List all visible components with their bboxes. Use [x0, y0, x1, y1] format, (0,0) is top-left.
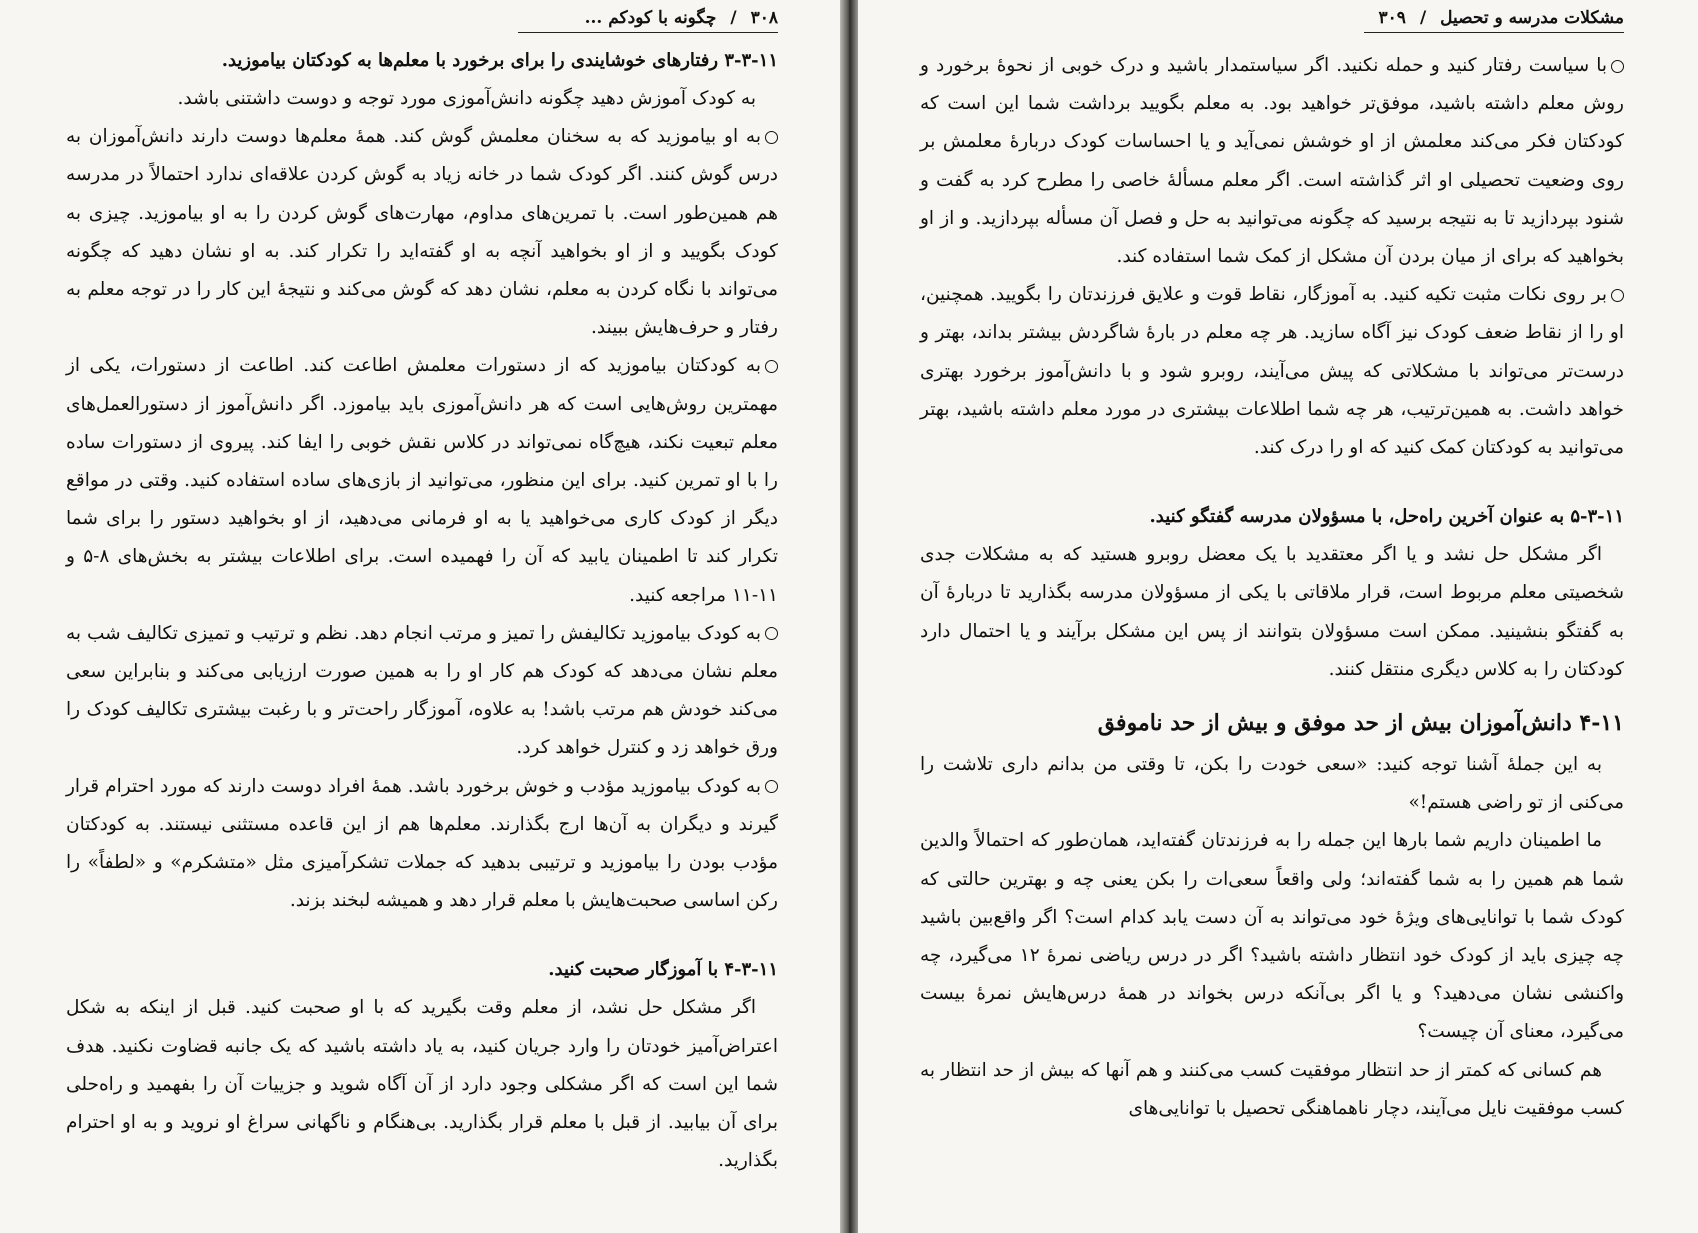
list-item-text: به کودکتان بیاموزید که از دستورات معلمش اطاعت کند. اطاعت از دستورات، یکی از مهمترین روش‌هایی است که هر دانش‌آموزی باید بیاموزد. اگر دانش‌آموز از دستورالعمل‌های معلم تبعیت نکند، هیچ‌گاه نمی‌تواند در کلاس نقش خوبی را ایفا کند. پیروی از دستورات ساده را با او تمرین کنید. برای این منظور، می‌توانید از بازی‌های ساده استفاده کنید. وقتی در مواقع دیگر از کودک کاری می‌خواهید یا به او فرمانی می‌دهید، از او بخواهید دستور را برای شما تکرار کند تا اطمینان یابید که آن را فهمیده است. برای اطلاعات بیشتر به بخش‌های ۸-۵ و ۱۱-۱۱ مراجعه کنید.: [66, 355, 778, 606]
bullet-circle-icon: [765, 360, 778, 373]
section-title: ۳-۳-۱۱ رفتارهای خوشایندی را برای برخورد با معلم‌ها به کودکتان بیاموزید.: [221, 50, 778, 71]
paragraph: هم کسانی که کمتر از حد انتظار موفقیت کسب می‌کنند و هم آنها که بیش از حد انتظار به کسب موفقیت نایل می‌آیند، دچار ناهماهنگی تحصیل با توانایی‌های: [920, 1059, 1624, 1119]
list-item-text: به کودک بیاموزید مؤدب و خوش برخورد باشد. همهٔ افراد دوست دارند که مورد احترام قرار گیرند و دیگران به آن‌ها ارج بگذارند. معلم‌ها هم از این قاعده مستثنی نیستند. به کودکتان مؤدب بودن را بیاموزید و ترتیبی بدهید که جملات تشکرآمیزی مثل «متشکرم» و «لطفاً» را رکن اساسی صحبت‌هایش با معلم قرار دهد و همیشه لبخند بزند.: [66, 775, 778, 912]
left-page: [0, 0, 840, 1233]
right-page: [858, 0, 1698, 1233]
running-header: ۳۰۸/چگونه با کودکم ...: [518, 8, 778, 33]
list-item-text: به کودک بیاموزید تکالیفش را تمیز و مرتب انجام دهد. نظم و ترتیب و تمیزی تکالیف شب به معلم نشان می‌دهد که کودک هم کار او را به همین صورت ارزیابی می‌کند و بنابراین سعی می‌کند خودش هم مرتب باشد! به علاوه، آموزگار راحت‌تر و با رغبت بیشتری تکالیف کودک را ورق خواهد زد و کنترل خواهد کرد.: [66, 622, 778, 759]
paragraph: به این جملهٔ آشنا توجه کنید: «سعی خودت را بکن، تا وقتی من بدانم داری تلاشت را می‌کنی از تو راضی هستم!»: [920, 754, 1624, 814]
list-item: [920, 276, 1624, 467]
section-title: ۴-۳-۱۱ با آموزگار صحبت کنید.: [548, 959, 778, 981]
bullet-circle-icon: [765, 780, 778, 793]
bullet-circle-icon: [1611, 289, 1624, 302]
list-item-text: با سیاست رفتار کنید و حمله نکنید. اگر سیاستمدار باشید و درک خوبی از نحوهٔ برخورد و روش معلم داشته باشید، موفق‌تر خواهید بود. به معلم بگویید برداشت شما این است که کودکتان فکر می‌کند معلمش از او خوشش نمی‌آید و یا احساسات کودک دربارهٔ معلمش بر روی وضعیت تحصیلی او اثر گذاشته است. اگر معلم مسألهٔ خاصی را مطرح کرد به گفت و شنود بپردازید تا به نتیجه برسید که چگونه می‌توانید به حل و فصل آن مسأله بپردازید. و از او بخواهید که برای از میان بردن آن مشکل از کمک شما استفاده کند.: [920, 55, 1624, 268]
list-item: [920, 47, 1624, 276]
header-title: چگونه با کودکم ...: [584, 8, 717, 28]
section-text: اگر مشکل حل نشد و یا اگر معتقدید با یک معضل روبرو هستید که به مشکلات جدی شخصیتی معلم مربوط است، قرار ملاقاتی با یکی از مسؤولان مدرسه بگذارید تا دربارهٔ آن به گفتگو بنشینید. ممکن است مسؤولان بتوانند از پس این مشکل برآیند و یا احتمال دارد کودکتان را به کلاس دیگری منتقل کنند.: [920, 544, 1624, 680]
list-item: [66, 768, 778, 921]
section-intro: به کودک آموزش دهید چگونه دانش‌آموزی مورد توجه و دوست داشتنی باشد.: [177, 88, 756, 109]
list-item-text: بر روی نکات مثبت تکیه کنید. به آموزگار، نقاط قوت و علایق فرزندتان را بگویید. همچنین، او را از نقاط ضعف کودک نیز آگاه سازید. هر چه معلم در بارهٔ شاگردش بیشتر بداند، بهتر و درست‌تر می‌تواند با مشکلاتی که پیش می‌آیند، روبرو شود و با دانش‌آموز برخورد بهتری خواهد داشت. به همین‌ترتیب، هر چه شما اطلاعات بیشتری در مورد معلم داشته باشید، بهتر می‌توانید به کودکتان کمک کنید که او را درک کند.: [920, 284, 1624, 459]
paragraph: ما اطمینان داریم شما بارها این جمله را به فرزندتان گفته‌اید، همان‌طور که احتمالاً والدین شما هم همین را به شما گفته‌اند؛ ولی واقعاً سعی‌ات را بکن یعنی چه و بهترین حالتی که کودک شما با توانایی‌های ویژهٔ خود می‌تواند به آن دست یابد کدام است؟ اگر واقع‌بین باشید چه چیزی باید از کودک خود انتظار داشته باشید؟ اگر در درس ریاضی نمرهٔ ۱۲ می‌گیرد، چه واکنشی نشان می‌دهید؟ و یا اگر بی‌آنکه درس بخواند در همهٔ درس‌هایش نمرهٔ بیست می‌گیرد، معنای آن چیست؟: [920, 830, 1624, 1043]
list-item: [66, 347, 778, 614]
section-text: اگر مشکل حل نشد، از معلم وقت بگیرید که با او صحبت کنید. قبل از اینکه به شکل اعتراض‌آمیز خودتان را وارد جریان کنید، به یاد داشته باشید که یک جانبه قضاوت نکنید. هدف شما این است که اگر مشکلی وجود دارد از آن آگاه شوید و جزییات آن را بفهمید و راه‌حلی برای آن بیابید. از قبل با معلم قرار بگذارید. بی‌هنگام و ناگهانی سراغ او نروید و به او احترام بگذارید.: [66, 997, 778, 1172]
running-header: مشکلات مدرسه و تحصیل/۳۰۹: [1364, 8, 1624, 33]
page-number: ۳۰۸: [750, 8, 778, 28]
list-item-text: به او بیاموزید که به سخنان معلمش گوش کند. همهٔ معلم‌ها دوست دارند دانش‌آموزان به درس گوش کنند. اگر کودک شما در خانه زیاد به گوش کردن علاقه‌ای ندارد احتمالاً در مدرسه هم همین‌طور است. با تمرین‌های مداوم، مهارت‌های گوش کردن را به او بیاموزید. چیزی به کودک بگویید و از او بخواهید آنچه به او گفته‌اید را تکرار کند. به او نشان دهید که چگونه می‌تواند با نگاه کردن به معلم، نشان دهد که گوش می‌کند و نتیجهٔ این کار را در توجه معلم به رفتار و حرف‌هایش ببیند.: [66, 126, 778, 339]
bullet-circle-icon: [765, 627, 778, 640]
list-item: [66, 118, 778, 347]
section-title: ۵-۳-۱۱ به عنوان آخرین راه‌حل، با مسؤولان مدرسه گفتگو کنید.: [1149, 506, 1624, 528]
list-item: [66, 615, 778, 768]
bullet-circle-icon: [1611, 60, 1624, 73]
header-title: مشکلات مدرسه و تحصیل: [1440, 8, 1624, 28]
book-gutter: [840, 0, 858, 1233]
bullet-circle-icon: [765, 131, 778, 144]
page-number: ۳۰۹: [1378, 8, 1406, 28]
chapter-section-title: ۴-۱۱ دانش‌آموزان بیش از حد موفق و بیش از حد ناموفق: [1097, 710, 1624, 737]
